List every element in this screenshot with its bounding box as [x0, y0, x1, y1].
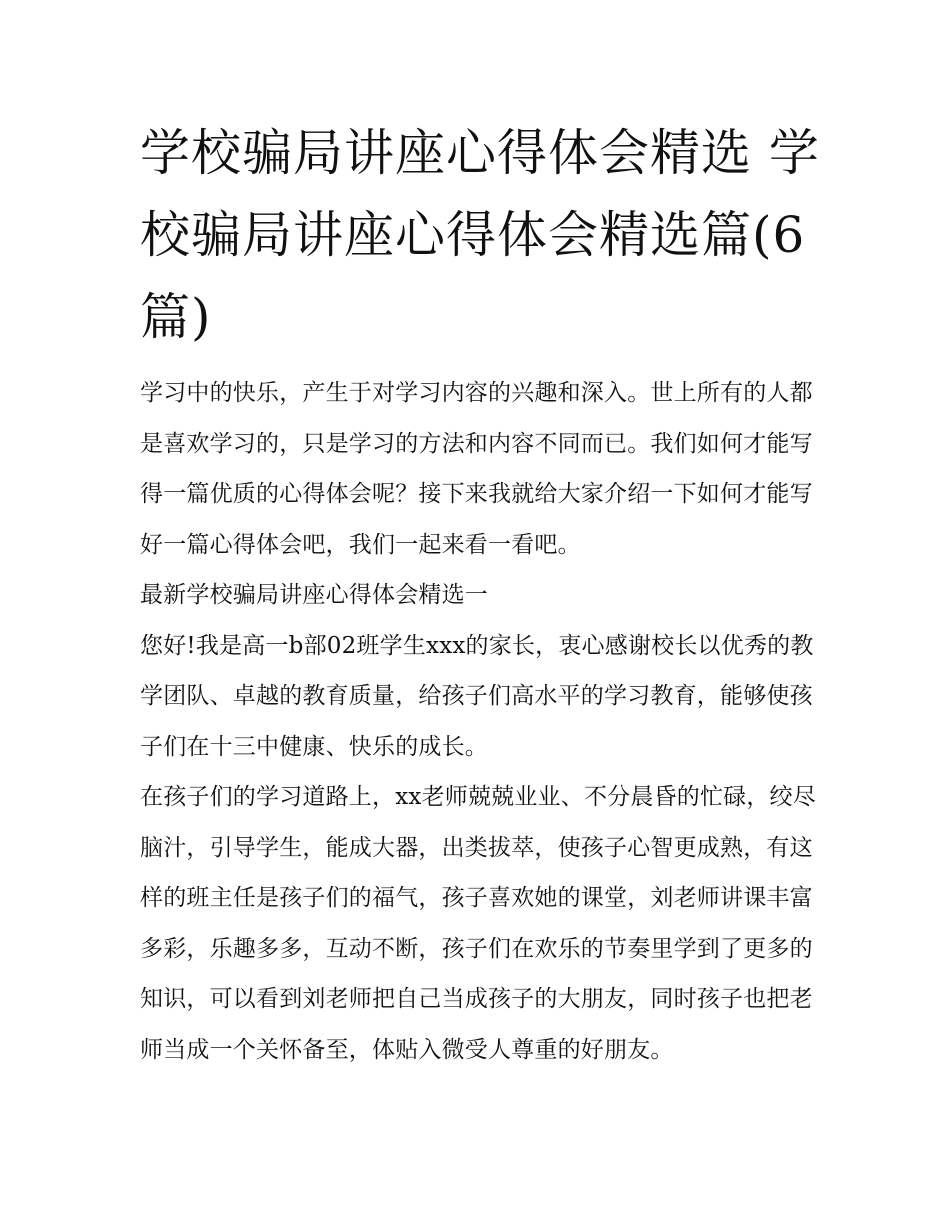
letter-paragraph-2: 在孩子们的学习道路上，xx老师兢兢业业、不分晨昏的忙碌，绞尽脑汁，引导学生，能成大器，出类拔萃，使孩子心智更成熟，有这样的班主任是孩子们的福气，孩子喜欢她的课堂，刘老师讲课丰富多彩，乐趣多多，互动不断，孩子们在欢乐的节奏里学到了更多的知识，可以看到刘老师把自己当成孩子的大朋友，同时孩子也把老师当成一个关怀备至，体贴入微受人尊重的好朋友。: [140, 784, 816, 1063]
intro-paragraph: 学习中的快乐，产生于对学习内容的兴趣和深入。世上所有的人都是喜欢学习的，只是学习的方法和内容不同而已。我们如何才能写得一篇优质的心得体会呢？接下来我就给大家介绍一下如何才能写好一篇心得体会吧，我们一起来看一看吧。: [140, 380, 813, 558]
section-heading: 最新学校骗局讲座心得体会精选一: [140, 582, 488, 608]
document-body: [140, 368, 820, 1075]
document-title: 学校骗局讲座心得体会精选 学校骗局讲座心得体会精选篇(6篇): [140, 124, 820, 346]
letter-paragraph-1: 您好!我是高一b部02班学生xxx的家长，衷心感谢校长以优秀的教学团队、卓越的教育质量，给孩子们高水平的学习教育，能够使孩子们在十三中健康、快乐的成长。: [140, 632, 814, 760]
document-page: [140, 112, 820, 1075]
